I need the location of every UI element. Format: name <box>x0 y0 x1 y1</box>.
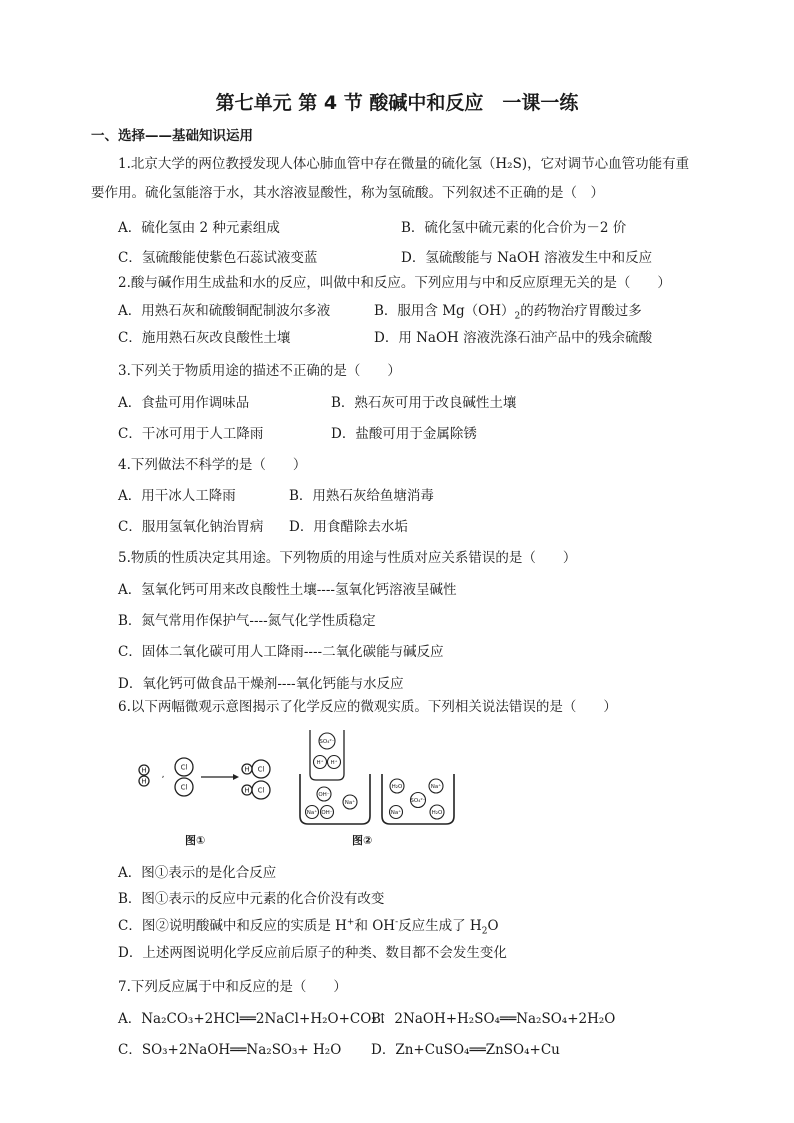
atom-label: H <box>141 777 147 786</box>
beaker-left <box>300 774 370 824</box>
q1-stem-line2: 要作用。硫化氢能溶于水，其水溶液显酸性，称为氢硫酸。下列叙述不正确的是（ ） <box>91 185 604 201</box>
q3-stem: 3.下列关于物质用途的描述不正确的是（ ） <box>118 363 401 379</box>
q3-option-b: B．熟石灰可用于改良碱性土壤 <box>331 395 517 411</box>
q3-option-d: D．盐酸可用于金属除锈 <box>331 426 477 442</box>
svg-text:,: , <box>161 770 165 780</box>
figure-2-caption: 图② <box>352 834 373 847</box>
q1-option-b: B．硫化氢中硫元素的化合价为－2 价 <box>401 220 627 236</box>
q6-option-b: B．图①表示的反应中元素的化合价没有改变 <box>118 891 385 907</box>
figure-2-diagram <box>296 730 458 830</box>
q2-stem: 2.酸与碱作用生成盐和水的反应，叫做中和反应。下列应用与中和反应原理无关的是（ ） <box>118 275 671 291</box>
q7-option-d: D．Zn+CuSO₄══ZnSO₄+Cu <box>371 1042 560 1058</box>
q5-option-d: D．氧化钙可做食品干燥剂----氧化钙能与水反应 <box>118 676 404 692</box>
atom-label: H <box>244 786 250 795</box>
q7-option-a: A．Na₂CO₃+2HCl══2NaCl+H₂O+CO₂↑ <box>118 1011 388 1027</box>
atom-label: H <box>244 765 250 774</box>
q6-option-a: A．图①表示的是化合反应 <box>118 865 277 881</box>
ion-label: OH⁻ <box>321 810 333 816</box>
q6-stem: 6.以下两幅微观示意图揭示了化学反应的微观实质。下列相关说法错误的是（ ） <box>118 699 617 715</box>
q1-stem-line1: 1.北京大学的两位教授发现人体心肺血管中存在微量的硫化氢（H₂S)，它对调节心血管功能有重 <box>118 156 690 172</box>
ion-label: Na⁺ <box>344 800 356 806</box>
atom-label: Cl <box>180 763 188 772</box>
q5-option-c: C．固体二氧化碳可用人工降雨----二氧化碳能与碱反应 <box>118 644 444 660</box>
ion-label: OH⁻ <box>318 792 330 798</box>
q4-option-d: D．用食醋除去水垢 <box>289 519 408 535</box>
q2-option-a: A．用熟石灰和硫酸铜配制波尔多液 <box>118 303 331 319</box>
q4-option-c: C．服用氢氧化钠治胃病 <box>118 519 264 535</box>
figure-1-caption: 图① <box>185 834 206 847</box>
ion-label: H₂O <box>431 810 443 816</box>
q1-option-c: C．氢硫酸能使紫色石蕊试液变蓝 <box>118 250 318 266</box>
atom-label: Cl <box>257 765 265 774</box>
atom-label: Cl <box>257 786 265 795</box>
ion-label: H⁺ <box>316 760 324 766</box>
q2-option-c: C．施用熟石灰改良酸性土壤 <box>118 330 291 346</box>
arrow-head-icon <box>233 774 239 780</box>
q2-option-d: D．用 NaOH 溶液洗涤石油产品中的残余硫酸 <box>374 330 653 346</box>
q7-option-c: C．SO₃+2NaOH══Na₂SO₃+ H₂O <box>118 1042 342 1058</box>
q4-option-a: A．用干冰人工降雨 <box>118 488 236 504</box>
q1-option-a: A．硫化氢由 2 种元素组成 <box>118 220 280 236</box>
q5-option-a: A．氢氧化钙可用来改良酸性土壤----氢氧化钙溶液呈碱性 <box>118 582 457 598</box>
q7-option-b: B．2NaOH+H₂SO₄══Na₂SO₄+2H₂O <box>371 1011 616 1027</box>
q5-stem: 5.物质的性质决定其用途。下列物质的用途与性质对应关系错误的是（ ） <box>118 550 577 566</box>
ion-label: SO₄²⁻ <box>319 739 335 745</box>
ion-label: H₂O <box>391 784 403 790</box>
atom-label: Cl <box>180 783 188 792</box>
ion-label: H⁺ <box>330 760 338 766</box>
q6-option-c: C．图②说明酸碱中和反应的实质是 H+和 OH-反应生成了 $H_2O$ <box>118 917 499 937</box>
dropper-tube <box>310 730 344 780</box>
ion-label: Na⁺ <box>430 784 442 790</box>
q1-option-d: D．氢硫酸能与 NaOH 溶液发生中和反应 <box>401 250 653 266</box>
q3-option-c: C．干冰可用于人工降雨 <box>118 426 264 442</box>
atom-label: H <box>141 766 147 775</box>
q3-option-a: A．食盐可用作调味品 <box>118 395 250 411</box>
q4-stem: 4.下列做法不科学的是（ ） <box>118 457 307 473</box>
ion-label: Na⁺ <box>306 810 318 816</box>
ion-label: SO₄²⁻ <box>410 798 426 804</box>
q6-option-d: D．上述两图说明化学反应前后原子的种类、数目都不会发生变化 <box>118 945 507 961</box>
q5-option-b: B．氮气常用作保护气----氮气化学性质稳定 <box>118 613 376 629</box>
page-title: 第七单元 第 4 节 酸碱中和反应 一课一练 <box>215 92 579 114</box>
figure-1-diagram <box>133 752 283 808</box>
q2-option-b: B．服用含 $Mg(OH)_2$的药物治疗胃酸过多 <box>374 303 642 322</box>
ion-label: Na⁺ <box>390 810 402 816</box>
section-heading: 一、选择——基础知识运用 <box>91 128 253 144</box>
q7-stem: 7.下列反应属于中和反应的是（ ） <box>118 979 347 995</box>
q4-option-b: B．用熟石灰给鱼塘消毒 <box>289 488 434 504</box>
